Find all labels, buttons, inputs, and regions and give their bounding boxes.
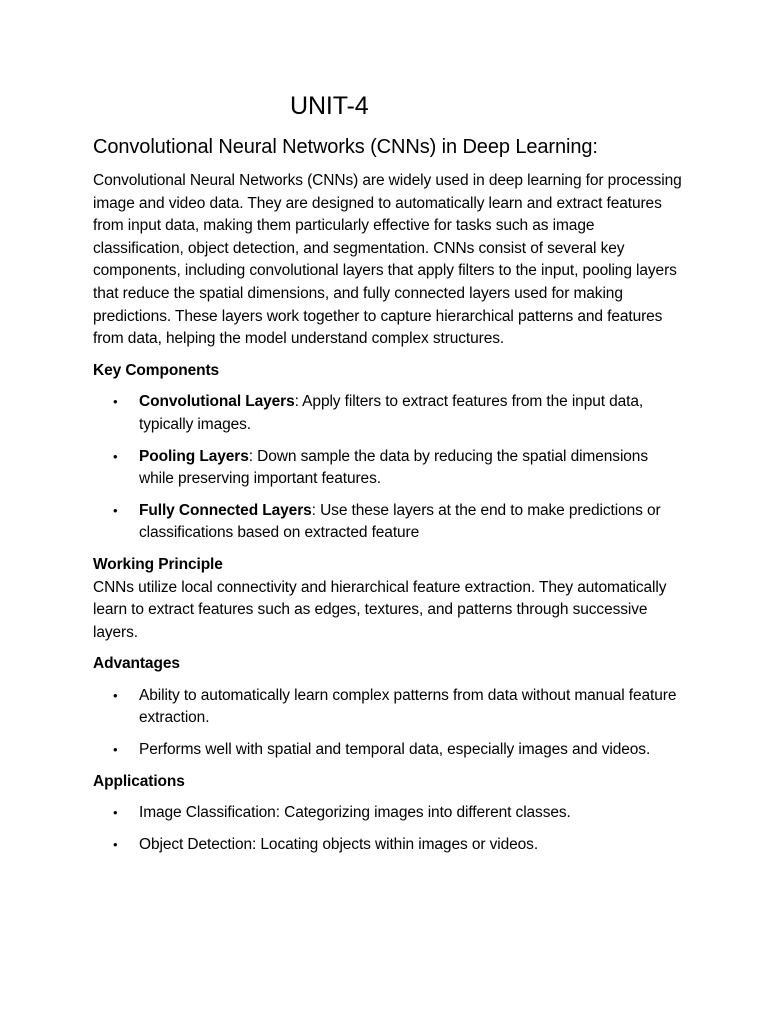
list-item-text: : Down sample the data by reducing the spatial dimensions while preserving important features. <box>139 447 648 488</box>
list-item <box>93 802 683 825</box>
bullet-icon: • <box>113 742 118 758</box>
bullet-icon: • <box>113 836 118 852</box>
applications-heading: Applications <box>93 772 185 790</box>
list-item <box>93 446 683 491</box>
list-item-text: : Apply filters to extract features from the input data, typically images. <box>139 393 644 433</box>
advantages-heading: Advantages <box>93 655 180 673</box>
list-item-term: Pooling Layers <box>139 447 249 465</box>
list-item-text: Image Classification: Categorizing images into different classes. <box>139 804 571 822</box>
bullet-icon: • <box>113 394 118 410</box>
key-components-heading: Key Components <box>93 361 220 379</box>
list-item <box>93 834 683 857</box>
list-item <box>93 500 683 545</box>
working-principle-heading: Working Principle <box>93 555 223 573</box>
list-item <box>93 391 683 436</box>
list-item-text: Performs well with spatial and temporal data, especially images and videos. <box>139 741 651 759</box>
intro-paragraph: Convolutional Neural Networks (CNNs) are widely used in deep learning for processing image and video data. They are designed to automatically learn and extract features from input data, making them particularly effective for tasks such as image classification, object detection, and segmentation. CNNs consist of several key components, including convolutional layers that apply filters to the input, pooling layers that reduce the spatial dimensions, and fully connected layers used for making predictions. These layers work together to capture hierarchical patterns and features from data, helping the model understand complex structures. <box>93 172 682 348</box>
section-title: Convolutional Neural Networks (CNNs) in Deep Learning: <box>93 136 598 158</box>
advantages-list <box>93 685 683 762</box>
working-principle-paragraph: CNNs utilize local connectivity and hierarchical feature extraction. They automatically learn to extract features such as edges, textures, and patterns through successive layers. <box>93 578 667 641</box>
applications-list <box>93 802 683 856</box>
list-item-term: Convolutional Layers <box>139 393 295 411</box>
list-item-text: Object Detection: Locating objects within images or videos. <box>139 835 539 853</box>
list-item-text: Ability to automatically learn complex patterns from data without manual feature extraction. <box>139 686 677 727</box>
list-item <box>93 685 683 730</box>
list-item <box>93 739 683 762</box>
unit-title: UNIT-4 <box>290 92 369 120</box>
bullet-icon: • <box>113 687 118 703</box>
key-components-list <box>93 391 683 545</box>
bullet-icon: • <box>113 805 118 821</box>
bullet-icon: • <box>113 502 118 518</box>
document-body <box>93 90 683 865</box>
bullet-icon: • <box>113 448 118 464</box>
list-item-term: Fully Connected Layers <box>139 501 312 519</box>
list-item-text: : Use these layers at the end to make predictions or classifications based on extracted feature <box>139 501 661 542</box>
